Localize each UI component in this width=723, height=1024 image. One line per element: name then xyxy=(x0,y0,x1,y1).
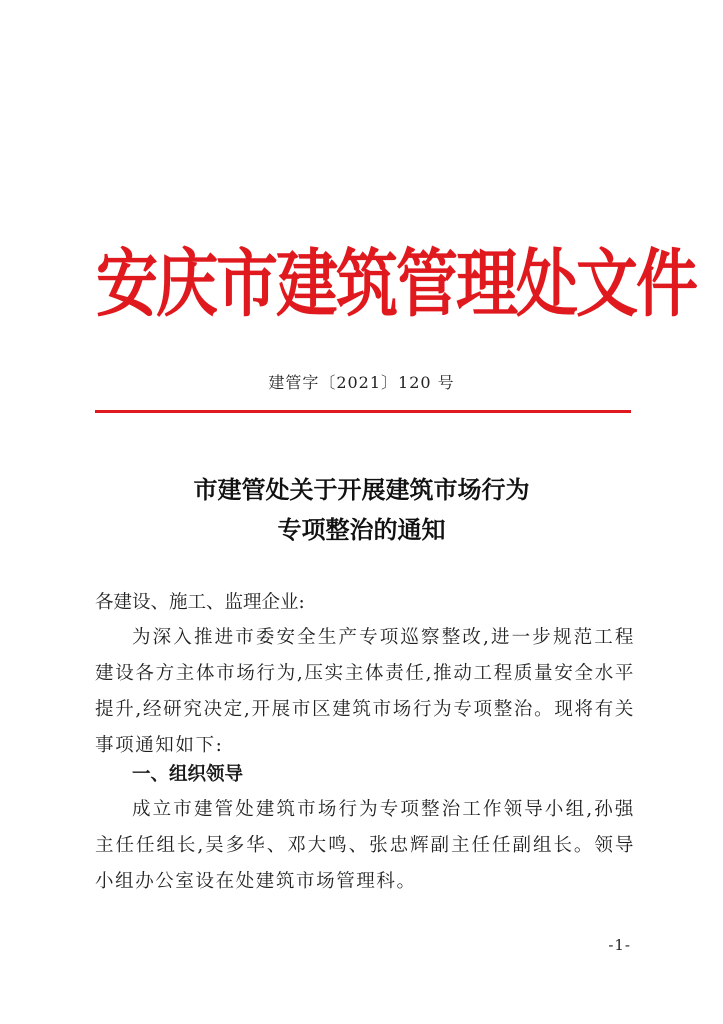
document-title-line-2: 专项整治的通知 xyxy=(277,515,446,544)
document-number: 建管字〔2021〕120 号 xyxy=(268,373,455,392)
page-number: -1- xyxy=(608,936,631,954)
document-title-line-1: 市建管处关于开展建筑市场行为 xyxy=(193,475,530,504)
addressee: 各建设、施工、监理企业: xyxy=(95,592,305,613)
body-paragraph-2: 成立市建管处建筑市场行为专项整治工作领导小组,孙强主任任组长,吴多华、邓大鸣、张忠辉副主任任副组长。领导小组办公室设在处建筑市场管理科。 xyxy=(95,799,635,892)
body-paragraph-1: 为深入推进市委安全生产专项巡察整改,进一步规范工程建设各方主体市场行为,压实主体责任,推动工程质量安全水平提升,经研究决定,开展市区建筑市场行为专项整治。现将有关事项通知如下: xyxy=(95,627,635,756)
section-heading-1: 一、组织领导 xyxy=(132,764,244,785)
red-divider-line xyxy=(95,410,631,413)
masthead-title: 安庆市建筑管理处文件 xyxy=(96,240,697,327)
